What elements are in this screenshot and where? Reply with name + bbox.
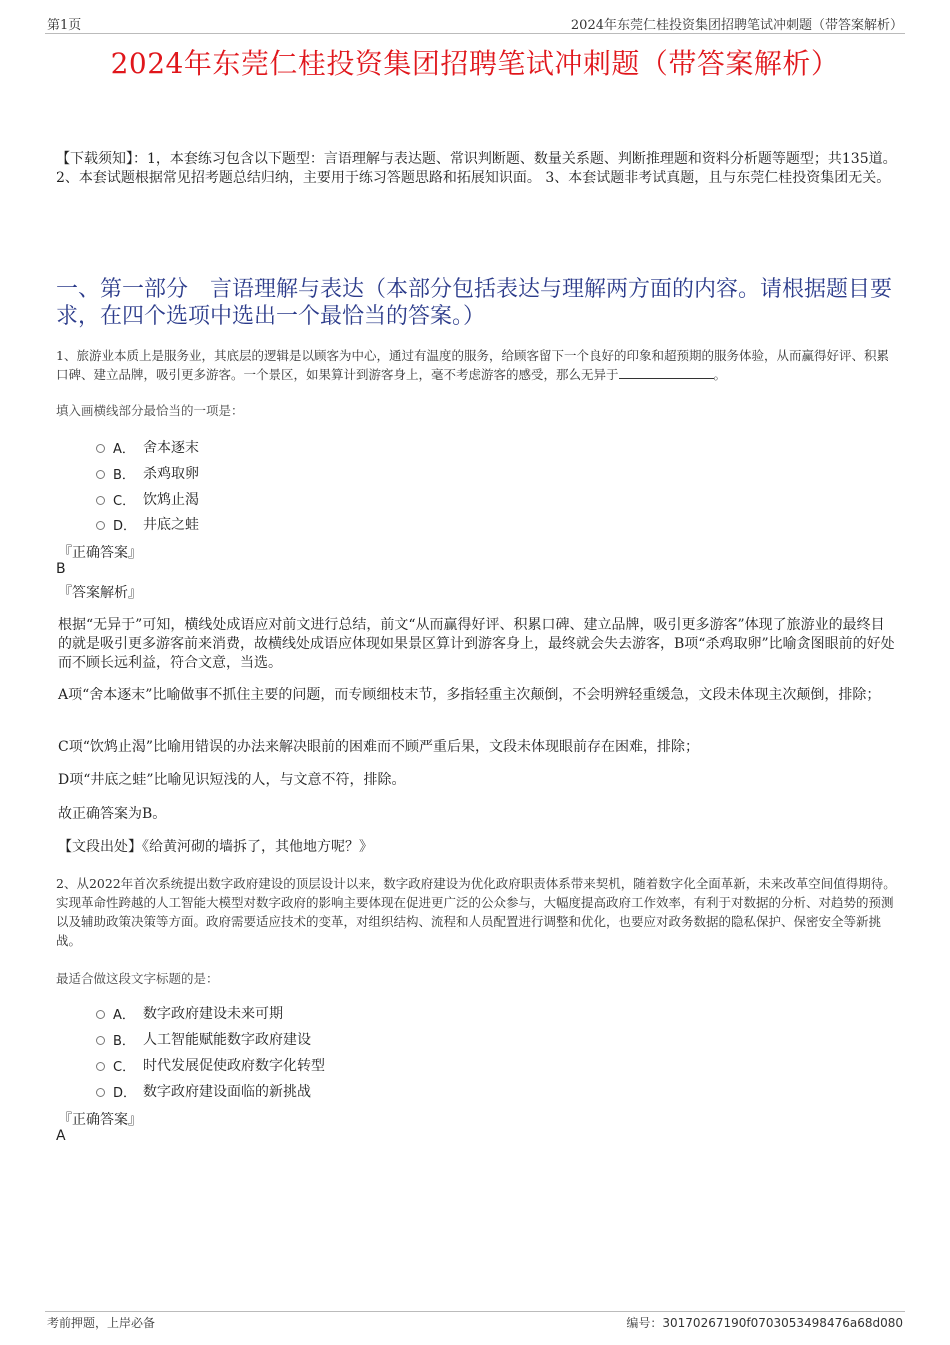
download-notice: 【下载须知】：1，本套练习包含以下题型：言语理解与表达题、常识判断题、数量关系题、判断推理题和资料分析题等题型；共135道。 2、本套试题根据常见招考题总结归纳，主要用于练习答题思路和拓展知识面。 3、本套试题非考试真题，且与东莞仁桂投资集团无关。 xyxy=(56,151,897,186)
header-divider xyxy=(45,33,905,34)
option-text: 饮鸩止渴 xyxy=(143,492,199,508)
question-2-prompt: 最适合做这段文字标题的是： xyxy=(56,971,219,986)
document-title: 2024年东莞仁桂投资集团招聘笔试冲刺题（带答案解析） xyxy=(110,47,840,80)
option-text: 数字政府建设未来可期 xyxy=(143,1006,283,1022)
analysis-conclusion: 故正确答案为B。 xyxy=(58,806,167,822)
radio-icon[interactable] xyxy=(96,470,105,479)
correct-answer: B xyxy=(56,561,66,577)
option-letter: B． xyxy=(113,467,135,483)
option-letter: A． xyxy=(113,1007,135,1023)
option-letter: D． xyxy=(113,518,137,534)
option-text: 数字政府建设面临的新挑战 xyxy=(143,1084,311,1100)
radio-icon[interactable] xyxy=(96,1062,105,1071)
question-1-option-b[interactable] xyxy=(96,463,199,483)
question-2-option-b[interactable] xyxy=(96,1029,311,1049)
question-1-prompt: 填入画横线部分最恰当的一项是： xyxy=(56,403,244,418)
answer-blank xyxy=(619,366,714,379)
option-text: 杀鸡取卵 xyxy=(143,466,199,482)
analysis-label: 『答案解析』 xyxy=(58,585,142,601)
radio-icon[interactable] xyxy=(96,521,105,530)
passage-source: 【文段出处】《给黄河砌的墙拆了，其他地方呢？》 xyxy=(58,839,373,855)
question-1-stem: 1、旅游业本质上是服务业，其底层的逻辑是以顾客为中心，通过有温度的服务，给顾客留下一个良好的印象和超预期的服务体验，从而赢得好评、积累口碑、建立品牌，吸引更多游客。一个景区，如果算计到游客身上，毫不考虑游客的感受，那么无异于 xyxy=(56,348,889,382)
question-1-option-d[interactable] xyxy=(96,514,199,534)
question-2-text: 2、从2022年首次系统提出数字政府建设的顶层设计以来，数字政府建设为优化政府职责体系带来契机，随着数字化全面革新，未来改革空间值得期待。实现革命性跨越的人工智能大模型对数字政府的影响主要体现在促进更广泛的公众参与，大幅度提高政府工作效率，有利于对数据的分析、对趋势的预测以及辅助政策决策等方面。政府需要适应技术的变革，对组织结构、流程和人员配置进行调整和优化，也要应对政务数据的隐私保护、保密安全等新挑战。 xyxy=(56,876,896,948)
correct-answer: A xyxy=(56,1128,66,1144)
radio-icon[interactable] xyxy=(96,496,105,505)
analysis-paragraph: D项“井底之蛙”比喻见识短浅的人，与文意不符，排除。 xyxy=(58,772,406,788)
option-text: 人工智能赋能数字政府建设 xyxy=(143,1032,311,1048)
footer-divider xyxy=(45,1311,905,1312)
option-letter: A． xyxy=(113,441,135,457)
footer-slogan: 考前押题，上岸必备 xyxy=(47,1316,156,1330)
option-text: 时代发展促使政府数字化转型 xyxy=(143,1058,325,1074)
option-text: 井底之蛙 xyxy=(143,517,199,533)
question-2-option-a[interactable] xyxy=(96,1003,283,1023)
code-label: 编号： xyxy=(626,1316,663,1330)
option-letter: C． xyxy=(113,493,136,509)
radio-icon[interactable] xyxy=(96,1036,105,1045)
question-1-stem-end: 。 xyxy=(713,367,727,382)
correct-answer-label: 『正确答案』 xyxy=(58,545,142,561)
option-letter: D． xyxy=(113,1085,137,1101)
question-1-text xyxy=(56,346,901,384)
option-text: 舍本逐末 xyxy=(143,440,199,456)
radio-icon[interactable] xyxy=(96,1010,105,1019)
correct-answer-label: 『正确答案』 xyxy=(58,1112,142,1128)
section-heading: 一、第一部分 言语理解与表达（本部分包括表达与理解两方面的内容。请根据题目要求，在四个选项中选出一个最恰当的答案。） xyxy=(56,277,893,329)
document-code xyxy=(626,1314,903,1331)
question-2-option-c[interactable] xyxy=(96,1055,325,1075)
option-letter: B． xyxy=(113,1033,135,1049)
running-title: 2024年东莞仁桂投资集团招聘笔试冲刺题（带答案解析） xyxy=(570,18,903,33)
page-number: 第1页 xyxy=(47,18,82,33)
option-letter: C． xyxy=(113,1059,136,1075)
analysis-paragraph: C项“饮鸩止渴”比喻用错误的办法来解决眼前的困难而不顾严重后果，文段未体现眼前存在困难，排除； xyxy=(58,739,700,755)
question-1-option-a[interactable] xyxy=(96,437,199,457)
radio-icon[interactable] xyxy=(96,1088,105,1097)
question-1-option-c[interactable] xyxy=(96,489,199,509)
analysis-paragraph: A项“舍本逐末”比喻做事不抓住主要的问题，而专顾细枝末节，多指轻重主次颠倒，不会明辨轻重缓急，文段未体现主次颠倒，排除； xyxy=(58,687,881,703)
code-value: 30170267190f0703053498476a68d080 xyxy=(662,1316,903,1330)
radio-icon[interactable] xyxy=(96,444,105,453)
analysis-paragraph: 根据“无异于”可知，横线处成语应对前文进行总结，前文“从而赢得好评、积累口碑、建立品牌，吸引更多游客”体现了旅游业的最终目的就是吸引更多游客前来消费，故横线处成语应体现如果景区算计到游客身上，最终就会失去游客，B项“杀鸡取卵”比喻贪图眼前的好处而不顾长远利益，符合文意，当选。 xyxy=(58,617,895,671)
question-2-option-d[interactable] xyxy=(96,1081,311,1101)
